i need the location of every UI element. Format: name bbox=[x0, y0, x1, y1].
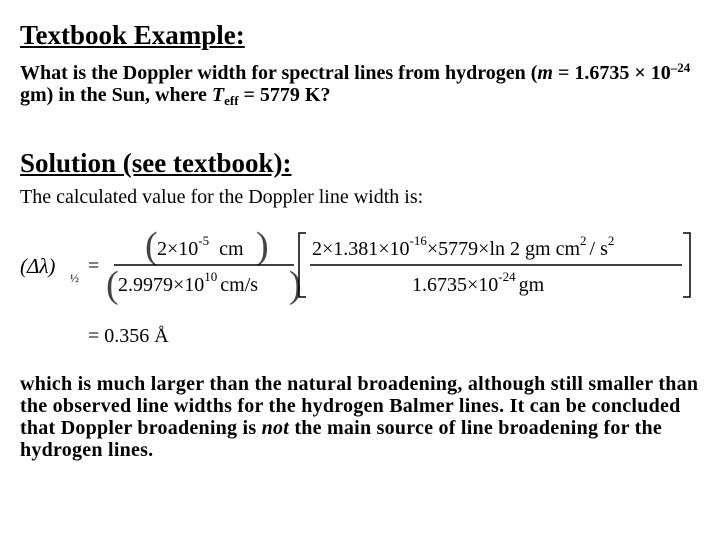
sqrt-numerator-b: ×5779×ln 2 gm cm bbox=[426, 238, 581, 260]
question-part1: What is the Doppler width for spectral lines from hydrogen ( bbox=[20, 62, 538, 84]
svg-text:2.9979×1010cm/s bbox=[118, 269, 258, 296]
sqrt-numerator-exponent: -16 bbox=[409, 233, 427, 248]
question-text bbox=[20, 62, 710, 106]
sqrt-numerator-a: 2×1.381×10 bbox=[312, 238, 410, 260]
numerator-paren-left: ( bbox=[145, 225, 158, 267]
doppler-equation bbox=[0, 218, 720, 358]
numerator-unit: cm bbox=[219, 238, 244, 260]
heading-solution: Solution (see textbook): bbox=[20, 148, 292, 178]
denominator-paren-left: ( bbox=[106, 264, 119, 306]
numerator-mantissa: 2×10 bbox=[157, 238, 199, 260]
sqrt-numerator-c: / s bbox=[589, 238, 608, 260]
lhs-delta-lambda: (Δλ) bbox=[20, 254, 56, 278]
question-part4: = 5779 K? bbox=[238, 84, 331, 106]
lhs-subscript: ½ bbox=[70, 271, 79, 285]
question-part3: gm) in the Sun, where bbox=[20, 84, 212, 106]
conclusion-not: not bbox=[261, 417, 290, 439]
sqrt-numerator-exponent3: 2 bbox=[607, 233, 615, 248]
question-t: T bbox=[211, 84, 225, 106]
denominator-unit: cm/s bbox=[220, 274, 259, 296]
denominator-mantissa: 2.9979×10 bbox=[118, 274, 205, 296]
question-exp: –24 bbox=[670, 60, 691, 75]
question-m: m bbox=[537, 62, 553, 84]
equation-result: = 0.356 Å bbox=[88, 325, 169, 347]
sqrt-numerator-exponent2: 2 bbox=[580, 233, 587, 248]
conclusion-part1: which is much larger than the natural broadening, although still smaller than the observed line widths for the hydrogen Balmer lines. It can be concluded that Doppler broadening is bbox=[20, 373, 699, 439]
lhs-equals: = bbox=[88, 255, 100, 277]
heading-textbook-example: Textbook Example: bbox=[20, 20, 245, 50]
sqrt-denominator-exponent: -24 bbox=[498, 269, 516, 284]
sqrt-bracket-right bbox=[683, 233, 690, 297]
question-part2: = 1.6735 × 10 bbox=[552, 62, 671, 84]
denominator-paren-right: ) bbox=[289, 264, 302, 306]
denominator-exponent: 10 bbox=[204, 269, 218, 284]
sqrt-denominator-mantissa: 1.6735×10 bbox=[412, 274, 499, 296]
svg-text:2×10-5cm bbox=[157, 233, 244, 260]
conclusion-text bbox=[20, 373, 710, 461]
conclusion-part2: the main source of line broadening for the hydrogen lines. bbox=[20, 417, 663, 461]
sqrt-denominator-unit: gm bbox=[518, 274, 545, 296]
numerator-exponent: -5 bbox=[198, 233, 210, 248]
intro-text: The calculated value for the Doppler line width is: bbox=[20, 186, 424, 208]
svg-text:1.6735×10-24gm bbox=[412, 269, 545, 296]
svg-text:2×1.381×10-16×5779×ln 2 gm cm2 bbox=[312, 233, 614, 260]
numerator-paren-right: ) bbox=[256, 225, 269, 267]
question-sub: eff bbox=[224, 93, 239, 108]
